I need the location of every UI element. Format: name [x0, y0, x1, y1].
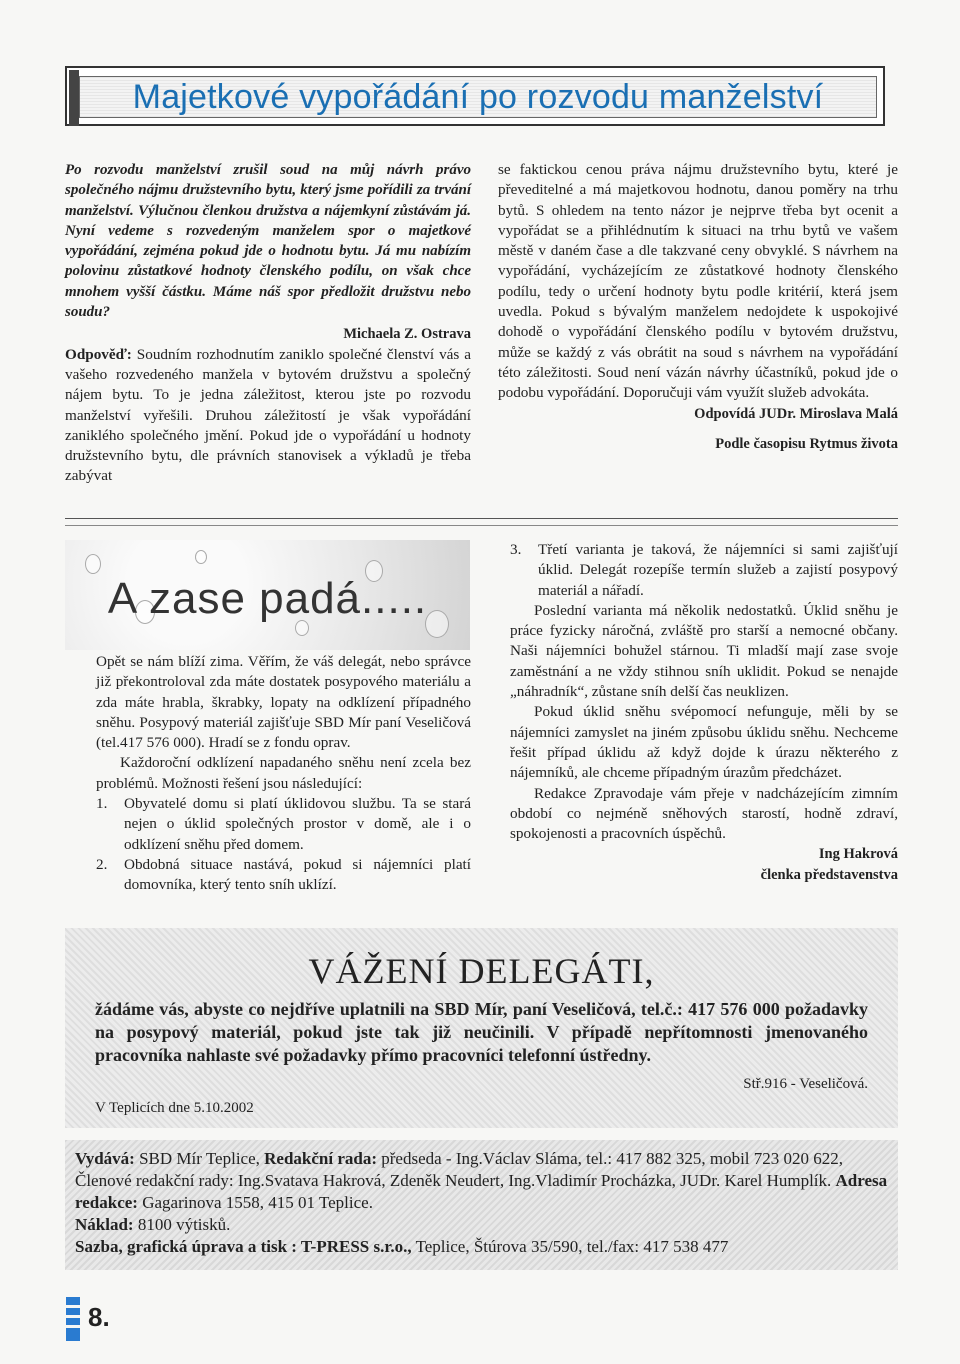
print-run-label: Náklad:	[75, 1215, 134, 1234]
reader-question: Po rozvodu manželství zrušil soud na můj návrh právo společného nájmu družstevního bytu, který jsme pořídili za trvání manželství. Výlučnou členkou družstva a nájemkyní zůstávám já. Nyní vedeme s rozvedeným manželem spor o majetkové vypořádání, zejména pokud jde o hodnotu bytu. Já mu nabízím polovinu zůstatkové hodnoty členského podílu, on však chce mnohem vyšší částku. Máme náš spor předložit družstvu nebo soudu?	[65, 162, 471, 321]
water-drop-decoration	[85, 554, 101, 574]
article2-paragraph: Pokud úklid sněhu svépomocí nefunguje, měli by se nájemníci zamyslet na jiném způsobu úklidu sněhu. Nechceme řešit případ úklidu až když dojde k úrazu některého z nájemníků, ale chceme případným úrazům předcházet.	[510, 703, 898, 782]
article2-paragraph: Redakce Zpravodaje vám přeje v nadcházejícím zimním období co nejméně sněhových starostí, hodně zdraví, spokojenosti a pracovních úspěchů.	[510, 784, 898, 843]
delegates-date: V Teplicích dne 5.10.2002	[95, 1100, 254, 1116]
imprint-box	[65, 1140, 898, 1270]
article2-title: A zase padá.....	[107, 574, 428, 623]
production-value: Teplice, Štúrova 35/590, tel./fax: 417 538 477	[415, 1237, 729, 1256]
delegates-title: VÁŽENÍ DELEGÁTI,	[308, 951, 655, 991]
answer-text-right: se faktickou cenou práva nájmu družstevního bytu, které je převeditelné a má majetkovou hodnotu, danou poměry na trhu bytů. S ohledem na tento názor je nejprve třeba byt ocenit a vypořádat se a přihlédnutím k situaci na trhu bytů ve vašem městě v daném čase a dle takzvané ceny obvyklé. S návrhem na vypořádání, vycházejícím ze zůstatkové hodnoty členského podílu, tedy o určení hodnoty bytu podle kritérií, která jsem uvedla. Pokud s bývalým manželem nedojdete k uspokojivé dohodě o vypořádání členského podílu v bytovém družstvu, může se každý z vás obrátit na soud s návrhem na vypořádání této záležitosti. Soud není vázán návrhy účastníků, pokud jde o podobu vypořádání. Doporučuji vám využít služeb advokáta.	[498, 161, 898, 402]
options-list-continued	[510, 540, 898, 601]
page-marker-icon	[66, 1297, 80, 1341]
list-item-text: Obyvatelé domu si platí úklidovou službu. Ta se stará nejen o úklid společných prostor v domě, ale i o odklízení sněhu před domem.	[124, 795, 471, 853]
production-label: Sazba, grafická úprava a tisk : T-PRESS s.r.o.,	[75, 1237, 412, 1256]
list-item	[96, 855, 471, 896]
page-number: 8.	[88, 1302, 110, 1332]
article-source: Podle časopisu Rytmus života	[715, 435, 898, 452]
address-label: Adresa redakce:	[75, 1171, 888, 1212]
print-run-value: 8100 výtisků.	[137, 1215, 231, 1234]
question-author: Michaela Z. Ostrava	[343, 326, 471, 343]
address-value: Gagarinova 1558, 415 01 Teplice.	[142, 1193, 373, 1212]
delegates-text: žádáme vás, abyste co nejdříve uplatnili na SBD Mír, paní Veseličová, tel.č.: 417 576 000 požadavky na posypový materiál, pokud jste tak již neučinili. V případě nepřítomnosti jmenovaného pracovníka nahlaste své požadavky přímo pracovníci telefonní ústředny.	[95, 999, 868, 1065]
answer-text-left: Soudním rozhodnutím zaniklo společné členství vás a vašeho rozvedeného manžela v bytovém družstvu a společný nájem bytu. To je jedna záležitost, kterou jste po rozvodu manželství vyřešili. Druhou záležitostí je však vypořádání zaniklého společného jmění. Pokud jde o vypořádání u hodnoty družstevního bytu, dle právních stanovisek a výkladů je třeba zabývat	[65, 345, 472, 485]
options-list	[96, 794, 471, 895]
article2-author-role: členka představenstva	[760, 866, 898, 883]
delegates-notice-box	[65, 928, 898, 1128]
board-label: Redakční rada:	[264, 1149, 378, 1168]
article1-right-column	[498, 160, 898, 454]
banner-inner	[79, 76, 877, 118]
publisher-value: SBD Mír Teplice,	[139, 1149, 260, 1168]
water-drop-decoration	[195, 550, 207, 564]
banner-shadow	[69, 70, 79, 126]
answer-label: Odpověď:	[65, 345, 132, 363]
article2-paragraph: Každoroční odklízení napadaného sněhu není zcela bez problémů. Možnosti řešení jsou následující:	[96, 754, 471, 792]
section-divider	[65, 518, 898, 519]
list-item	[96, 794, 471, 855]
article2-intro: Opět se nám blíží zima. Věřím, že váš delegát, nebo správce již překontroloval zda máte dostatek posypového materiálu a zda máte hrabla, škrabky, lopaty na odklízení případného sněhu. Posypový materiál zajišťuje SBD Mír paní Veseličová (tel.417 576 000). Hradí se z fondu oprav.	[96, 653, 471, 752]
article2-right-column	[510, 540, 898, 885]
list-item-text: Třetí varianta je taková, že nájemníci si sami zajišťují úklid. Delegát rozepíše termín služeb a zajistí posypový materiál a nářadí.	[538, 541, 898, 599]
delegates-signature: Stř.916 - Veseličová.	[743, 1076, 868, 1092]
answer-paragraph-left	[65, 345, 471, 487]
list-item-text: Obdobná situace nastává, pokud si nájemníci platí domovníka, který tento sníh uklízí.	[124, 855, 471, 894]
answer-author: Odpovídá JUDr. Miroslava Malá	[694, 405, 898, 422]
list-item-number: 2.	[96, 855, 108, 873]
publisher-label: Vydává:	[75, 1149, 135, 1168]
page-title: Majetkové vypořádání po rozvodu manželství	[132, 77, 824, 116]
list-item-number: 3.	[510, 541, 522, 558]
list-item	[510, 540, 898, 601]
article2-author: Ing Hakrová	[818, 846, 898, 863]
list-item-number: 1.	[96, 795, 108, 813]
article2-left-column	[96, 652, 471, 896]
article-header-banner	[65, 66, 885, 126]
article2-paragraph: Poslední varianta má několik nedostatků. Úklid sněhu je práce fyzicky náročná, zvláště pro starší a nemocné občany. Naši nájemníci bohužel stárnou. Ti mladší mají zase svoje zaměstnání a ne vždy stihnou sníh uklidit. Pokud se nenajde „náhradník“, zůstane sníh delší čas neuklizen.	[510, 601, 898, 701]
section-divider-thin	[65, 525, 898, 526]
article1-left-column	[65, 160, 471, 487]
board-value: předseda - Ing.Václav Sláma, tel.: 417 882 325, mobil 723 020 622, Členové redakční rady: Ing.Svatava Hakrová, Zdeněk Neudert, Ing.Vladimír Procházka, JUDr. Karel Humplík.	[75, 1149, 844, 1190]
article2-header-banner	[65, 540, 470, 650]
